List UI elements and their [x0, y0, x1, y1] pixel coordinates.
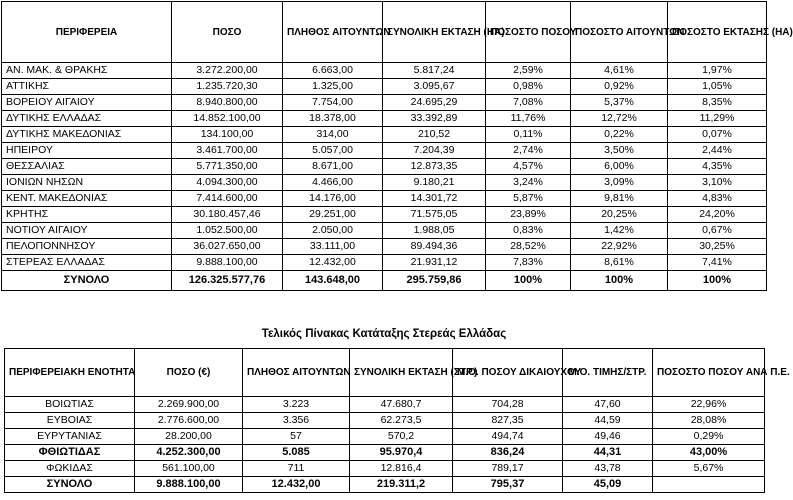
region-row [2, 127, 767, 143]
header-applicants: ΠΛΗΘΟΣ ΑΙΤΟΥΝΤΩΝ [243, 349, 350, 397]
region-row [2, 95, 767, 111]
table-cell: 14.301,72 [383, 191, 486, 207]
unit-row [5, 429, 765, 445]
table-cell: 100% [571, 271, 668, 291]
table-cell: 1,05% [668, 79, 767, 95]
table-cell: 18.378,00 [283, 111, 383, 127]
table-cell: 1.325,00 [283, 79, 383, 95]
table-cell: 5,37% [571, 95, 668, 111]
table-cell: ΑΤΤΙΚΗΣ [2, 79, 172, 95]
table-cell: 28.200,00 [135, 429, 243, 445]
table-cell: ΦΘΙΩΤΙΔΑΣ [5, 445, 135, 461]
table-cell: 71.575,05 [383, 207, 486, 223]
table-cell: 28,52% [486, 239, 571, 255]
table-cell: 5.085 [243, 445, 350, 461]
header-region: ΠΕΡΙΦΕΡΕΙΑ [2, 2, 172, 63]
region-row [2, 191, 767, 207]
table-cell: 5.771.350,00 [172, 159, 283, 175]
region-row [2, 79, 767, 95]
table-cell: ΔΥΤΙΚΗΣ ΕΛΛΑΔΑΣ [2, 111, 172, 127]
total-row [5, 477, 765, 493]
table-cell: 49,46 [563, 429, 653, 445]
table-cell: ΠΕΛΟΠΟΝΝΗΣΟΥ [2, 239, 172, 255]
table-cell: 3.461.700,00 [172, 143, 283, 159]
table-cell: 295.759,86 [383, 271, 486, 291]
header-area-str: ΣΥΝΟΛΙΚΗ ΕΚΤΑΣΗ (ΣΤΡ.) [350, 349, 453, 397]
header-applicants-pct: ΠΟΣΟΣΤΟ ΑΙΤΟΥΝΤΩΝ [571, 2, 668, 63]
table-cell: ΚΕΝΤ. ΜΑΚΕΔΟΝΙΑΣ [2, 191, 172, 207]
table-cell: 3.095,67 [383, 79, 486, 95]
table-cell: 1.052.500,00 [172, 223, 283, 239]
table-cell: 12.816,4 [350, 461, 453, 477]
header-amount: ΠΟΣΟ [172, 2, 283, 63]
table-cell: 44,31 [563, 445, 653, 461]
table-cell: 12.873,35 [383, 159, 486, 175]
header-avg-amount: Μ.Ο. ΠΟΣΟΥ ΔΙΚΑΙΟΥΧΟΥ [453, 349, 563, 397]
table-cell: 47.680,7 [350, 397, 453, 413]
table-cell: 8,35% [668, 95, 767, 111]
table-cell: 43,78 [563, 461, 653, 477]
table-cell: 7,83% [486, 255, 571, 271]
table-cell: ΦΩΚΙΔΑΣ [5, 461, 135, 477]
table-cell: 95.970,4 [350, 445, 453, 461]
table-cell: 9.180,21 [383, 175, 486, 191]
table-cell: 62.273,5 [350, 413, 453, 429]
ranking-table-title: Τελικός Πίνακας Κατάταξης Στερεάς Ελλάδας [261, 328, 507, 340]
table-cell: 0,11% [486, 127, 571, 143]
table-cell: ΣΤΕΡΕΑΣ ΕΛΛΑΔΑΣ [2, 255, 172, 271]
table-cell: 100% [668, 271, 767, 291]
table-cell: 2.269.900,00 [135, 397, 243, 413]
sterea-ranking-table [4, 348, 790, 493]
table-cell: 9.888.100,00 [172, 255, 283, 271]
table-cell: 561.100,00 [135, 461, 243, 477]
total-row [2, 271, 767, 291]
table-cell: 704,28 [453, 397, 563, 413]
table-cell: 36.027.650,00 [172, 239, 283, 255]
table-cell: 3,24% [486, 175, 571, 191]
header-amount-pct-unit: ΠΟΣΟΣΤΟ ΠΟΣΟΥ ΑΝΑ Π.Ε. [653, 349, 765, 397]
table-cell: 21.931,12 [383, 255, 486, 271]
table-cell: 9.888.100,00 [135, 477, 243, 493]
table-cell: 0,98% [486, 79, 571, 95]
table-cell: 22,92% [571, 239, 668, 255]
table-cell: 827,35 [453, 413, 563, 429]
table-cell: 47,60 [563, 397, 653, 413]
table-cell: 1,42% [571, 223, 668, 239]
table-cell: 4,57% [486, 159, 571, 175]
table-cell: ΙΟΝΙΩΝ ΝΗΣΩΝ [2, 175, 172, 191]
table-cell: 30,25% [668, 239, 767, 255]
table-cell: 14.852.100,00 [172, 111, 283, 127]
table-cell: 126.325.577,76 [172, 271, 283, 291]
table-cell: 210,52 [383, 127, 486, 143]
table-cell: 3,10% [668, 175, 767, 191]
table-cell: ΒΟΙΩΤΙΑΣ [5, 397, 135, 413]
table-cell: ΒΟΡΕΙΟΥ ΑΙΓΑΙΟΥ [2, 95, 172, 111]
table-cell: 7.204,39 [383, 143, 486, 159]
table-cell: 12.432,00 [283, 255, 383, 271]
table-cell: 6,00% [571, 159, 668, 175]
table-cell: 5,87% [486, 191, 571, 207]
table-cell: 789,17 [453, 461, 563, 477]
table-cell: 836,24 [453, 445, 563, 461]
table-cell: 0,92% [571, 79, 668, 95]
table-cell: 8,61% [571, 255, 668, 271]
ranking-header-row [5, 349, 765, 397]
region-row [2, 239, 767, 255]
table-cell: 57 [243, 429, 350, 445]
table-cell: ΕΥΒΟΙΑΣ [5, 413, 135, 429]
table-cell: 20,25% [571, 207, 668, 223]
table-cell: 7,41% [668, 255, 767, 271]
table-cell: 8.671,00 [283, 159, 383, 175]
header-avg-price: Μ.Ο. ΤΙΜΗΣ/ΣΤΡ. [563, 349, 653, 397]
table-cell: 0,67% [668, 223, 767, 239]
table-cell: 3.223 [243, 397, 350, 413]
table-cell: 2.776.600,00 [135, 413, 243, 429]
table-cell: 4.466,00 [283, 175, 383, 191]
table-cell: 795,37 [453, 477, 563, 493]
table-cell: 23,89% [486, 207, 571, 223]
table-cell: 4.094.300,00 [172, 175, 283, 191]
table-cell: ΕΥΡΥΤΑΝΙΑΣ [5, 429, 135, 445]
table-cell: 2,59% [486, 63, 571, 79]
table-cell: 7.414.600,00 [172, 191, 283, 207]
table-cell: 3.356 [243, 413, 350, 429]
table-cell: 5.057,00 [283, 143, 383, 159]
table-cell: 33.392,89 [383, 111, 486, 127]
table-cell: 711 [243, 461, 350, 477]
region-row [2, 63, 767, 79]
table-cell: 5.817,24 [383, 63, 486, 79]
region-row [2, 159, 767, 175]
table-cell: ΗΠΕΙΡΟΥ [2, 143, 172, 159]
table-cell: 4.252.300,00 [135, 445, 243, 461]
table-cell: 0,22% [571, 127, 668, 143]
region-row [2, 143, 767, 159]
table-cell: 5,67% [653, 461, 765, 477]
unit-row [5, 413, 765, 429]
table-cell: 219.311,2 [350, 477, 453, 493]
table-cell: 1.988,05 [383, 223, 486, 239]
table-cell: 7,08% [486, 95, 571, 111]
table-cell: 24.695,29 [383, 95, 486, 111]
table-cell: 33.111,00 [283, 239, 383, 255]
table-cell: 11,76% [486, 111, 571, 127]
table-cell: 0,07% [668, 127, 767, 143]
table-cell: 6.663,00 [283, 63, 383, 79]
table-cell: 30.180.457,46 [172, 207, 283, 223]
table-cell: 3,09% [571, 175, 668, 191]
unit-row [5, 445, 765, 461]
header-area-pct: ΠΟΣΟΣΤΟ ΕΚΤΑΣΗΣ (HA) [668, 2, 767, 63]
regions-table [1, 1, 793, 291]
region-row [2, 255, 767, 271]
unit-row [5, 461, 765, 477]
table-cell: 494,74 [453, 429, 563, 445]
table-cell: 1,97% [668, 63, 767, 79]
table-cell: 3,50% [571, 143, 668, 159]
table-cell: 7.754,00 [283, 95, 383, 111]
table-cell: 9,81% [571, 191, 668, 207]
table-cell: 4,83% [668, 191, 767, 207]
table-cell: 8.940.800,00 [172, 95, 283, 111]
table-cell: 143.648,00 [283, 271, 383, 291]
table-cell: 314,00 [283, 127, 383, 143]
table-cell: ΚΡΗΤΗΣ [2, 207, 172, 223]
header-unit: ΠΕΡΙΦΕΡΕΙΑΚΗ ΕΝΟΤΗΤΑ [5, 349, 135, 397]
unit-row [5, 397, 765, 413]
table-cell: ΣΥΝΟΛΟ [2, 271, 172, 291]
table-cell: 43,00% [653, 445, 765, 461]
table-cell: ΘΕΣΣΑΛΙΑΣ [2, 159, 172, 175]
table-cell: 12,72% [571, 111, 668, 127]
table-cell: ΣΥΝΟΛΟ [5, 477, 135, 493]
region-row [2, 223, 767, 239]
table-cell: 2,74% [486, 143, 571, 159]
header-amount-pct: ΠΟΣΟΣΤΟ ΠΟΣΟΥ [486, 2, 571, 63]
table-cell: 45,09 [563, 477, 653, 493]
table-cell: 100% [486, 271, 571, 291]
table-cell [653, 477, 765, 493]
table-cell: 0,83% [486, 223, 571, 239]
table-cell: 14.176,00 [283, 191, 383, 207]
table-cell: 44,59 [563, 413, 653, 429]
table-cell: 12.432,00 [243, 477, 350, 493]
table-cell: 4,35% [668, 159, 767, 175]
table-cell: 89.494,36 [383, 239, 486, 255]
table-cell: 3.272.200,00 [172, 63, 283, 79]
table-cell: 1.235.720,30 [172, 79, 283, 95]
table-cell: ΔΥΤΙΚΗΣ ΜΑΚΕΔΟΝΙΑΣ [2, 127, 172, 143]
table-cell: ΝΟΤΙΟΥ ΑΙΓΑΙΟΥ [2, 223, 172, 239]
header-area: ΣΥΝΟΛΙΚΗ ΕΚΤΑΣΗ (HA) [383, 2, 486, 63]
header-applicants: ΠΛΗΘΟΣ ΑΙΤΟΥΝΤΩΝ [283, 2, 383, 63]
table-cell: 134.100,00 [172, 127, 283, 143]
table-cell: 24,20% [668, 207, 767, 223]
table-cell: 570,2 [350, 429, 453, 445]
table-cell: 29.251,00 [283, 207, 383, 223]
region-row [2, 111, 767, 127]
table-cell: 0,29% [653, 429, 765, 445]
table-cell: 2.050,00 [283, 223, 383, 239]
region-row [2, 207, 767, 223]
table-cell: 22,96% [653, 397, 765, 413]
table-cell: ΑΝ. ΜΑΚ. & ΘΡΑΚΗΣ [2, 63, 172, 79]
table-cell: 2,44% [668, 143, 767, 159]
table-cell: 11,29% [668, 111, 767, 127]
table-cell: 28,08% [653, 413, 765, 429]
header-amount-eur: ΠΟΣΟ (€) [135, 349, 243, 397]
table-cell: 4,61% [571, 63, 668, 79]
regions-header-row [2, 2, 767, 63]
region-row [2, 175, 767, 191]
